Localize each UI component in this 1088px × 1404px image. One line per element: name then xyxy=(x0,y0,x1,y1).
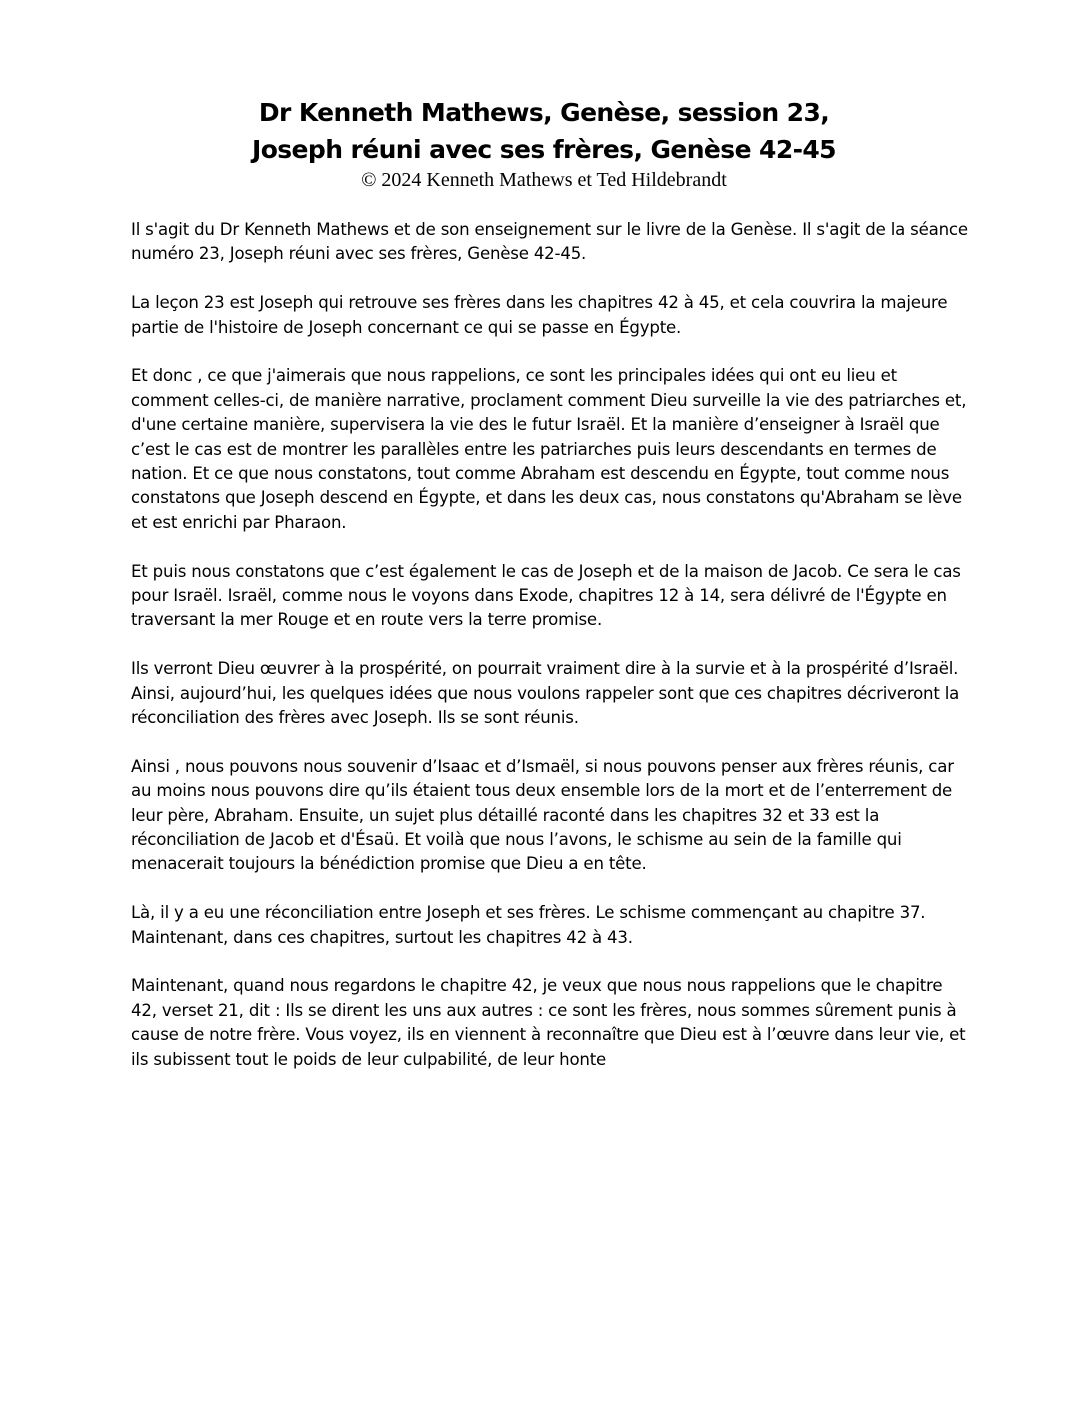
paragraph-3: Et donc , ce que j'aimerais que nous rappelions, ce sont les principales idées qui ont eu lieu et comment celles-ci, de manière narrative, proclament comment Dieu surveille la vie des patriarches et, d'une certaine manière, supervisera la vie des le futur Israël. Et la manière d’enseigner à Israël que c’est le cas est de montrer les parallèles entre les patriarches puis leurs descendants en termes de nation. Et ce que nous constatons, tout comme Abraham est descendu en Égypte, tout comme nous constatons que Joseph descend en Égypte, et dans les deux cas, nous constatons qu'Abraham se lève et est enrichi par Pharaon. xyxy=(131,366,967,532)
paragraph-1: Il s'agit du Dr Kenneth Mathews et de son enseignement sur le livre de la Genèse. Il s'agit de la séance numéro 23, Joseph réuni avec ses frères, Genèse 42-45. xyxy=(131,220,968,264)
paragraph-7: Là, il y a eu une réconciliation entre Joseph et ses frères. Le schisme commençant au chapitre 37. Maintenant, dans ces chapitres, surtout les chapitres 42 à 43. xyxy=(131,903,926,947)
document-body xyxy=(131,218,971,1097)
paragraph-5: Ils verront Dieu œuvrer à la prospérité, on pourrait vraiment dire à la survie et à la prospérité d’Israël. Ainsi, aujourd’hui, les quelques idées que nous voulons rappeler sont que ces chapitres décriveront la réconciliation des frères avec Joseph. Ils se sont réunis. xyxy=(131,659,960,728)
document-title xyxy=(0,94,1088,168)
paragraph-8: Maintenant, quand nous regardons le chapitre 42, je veux que nous nous rappelions que le chapitre 42, verset 21, dit : Ils se dirent les uns aux autres : ce sont les frères, nous sommes sûrement punis à cause de notre frère. Vous voyez, ils en viennent à reconnaître que Dieu est à l’œuvre dans leur vie, et ils subissent tout le poids de leur culpabilité, de leur honte xyxy=(131,976,966,1069)
title-line-1: Dr Kenneth Mathews, Genèse, session 23, xyxy=(258,98,830,127)
paragraph-6: Ainsi , nous pouvons nous souvenir d’Isaac et d’Ismaël, si nous pouvons penser aux frères réunis, car au moins nous pouvons dire qu’ils étaient tous deux ensemble lors de la mort et de l’enterrement de leur père, Abraham. Ensuite, un sujet plus détaillé raconté dans les chapitres 32 et 33 est la réconciliation de Jacob et d'Ésaü. Et voilà que nous l’avons, le schisme au sein de la famille qui menacerait toujours la bénédiction promise que Dieu a en tête. xyxy=(131,756,954,874)
paragraph-2: La leçon 23 est Joseph qui retrouve ses frères dans les chapitres 42 à 45, et cela couvrira la majeure partie de l'histoire de Joseph concernant ce qui se passe en Égypte. xyxy=(131,293,948,337)
paragraph-4: Et puis nous constatons que c’est également le cas de Joseph et de la maison de Jacob. Ce sera le cas pour Israël. Israël, comme nous le voyons dans Exode, chapitres 12 à 14, sera délivré de l'Égypte en traversant la mer Rouge et en route vers la terre promise. xyxy=(131,561,961,630)
title-line-2: Joseph réuni avec ses frères, Genèse 42-45 xyxy=(252,135,836,164)
copyright-notice: © 2024 Kenneth Mathews et Ted Hildebrandt xyxy=(361,169,727,191)
